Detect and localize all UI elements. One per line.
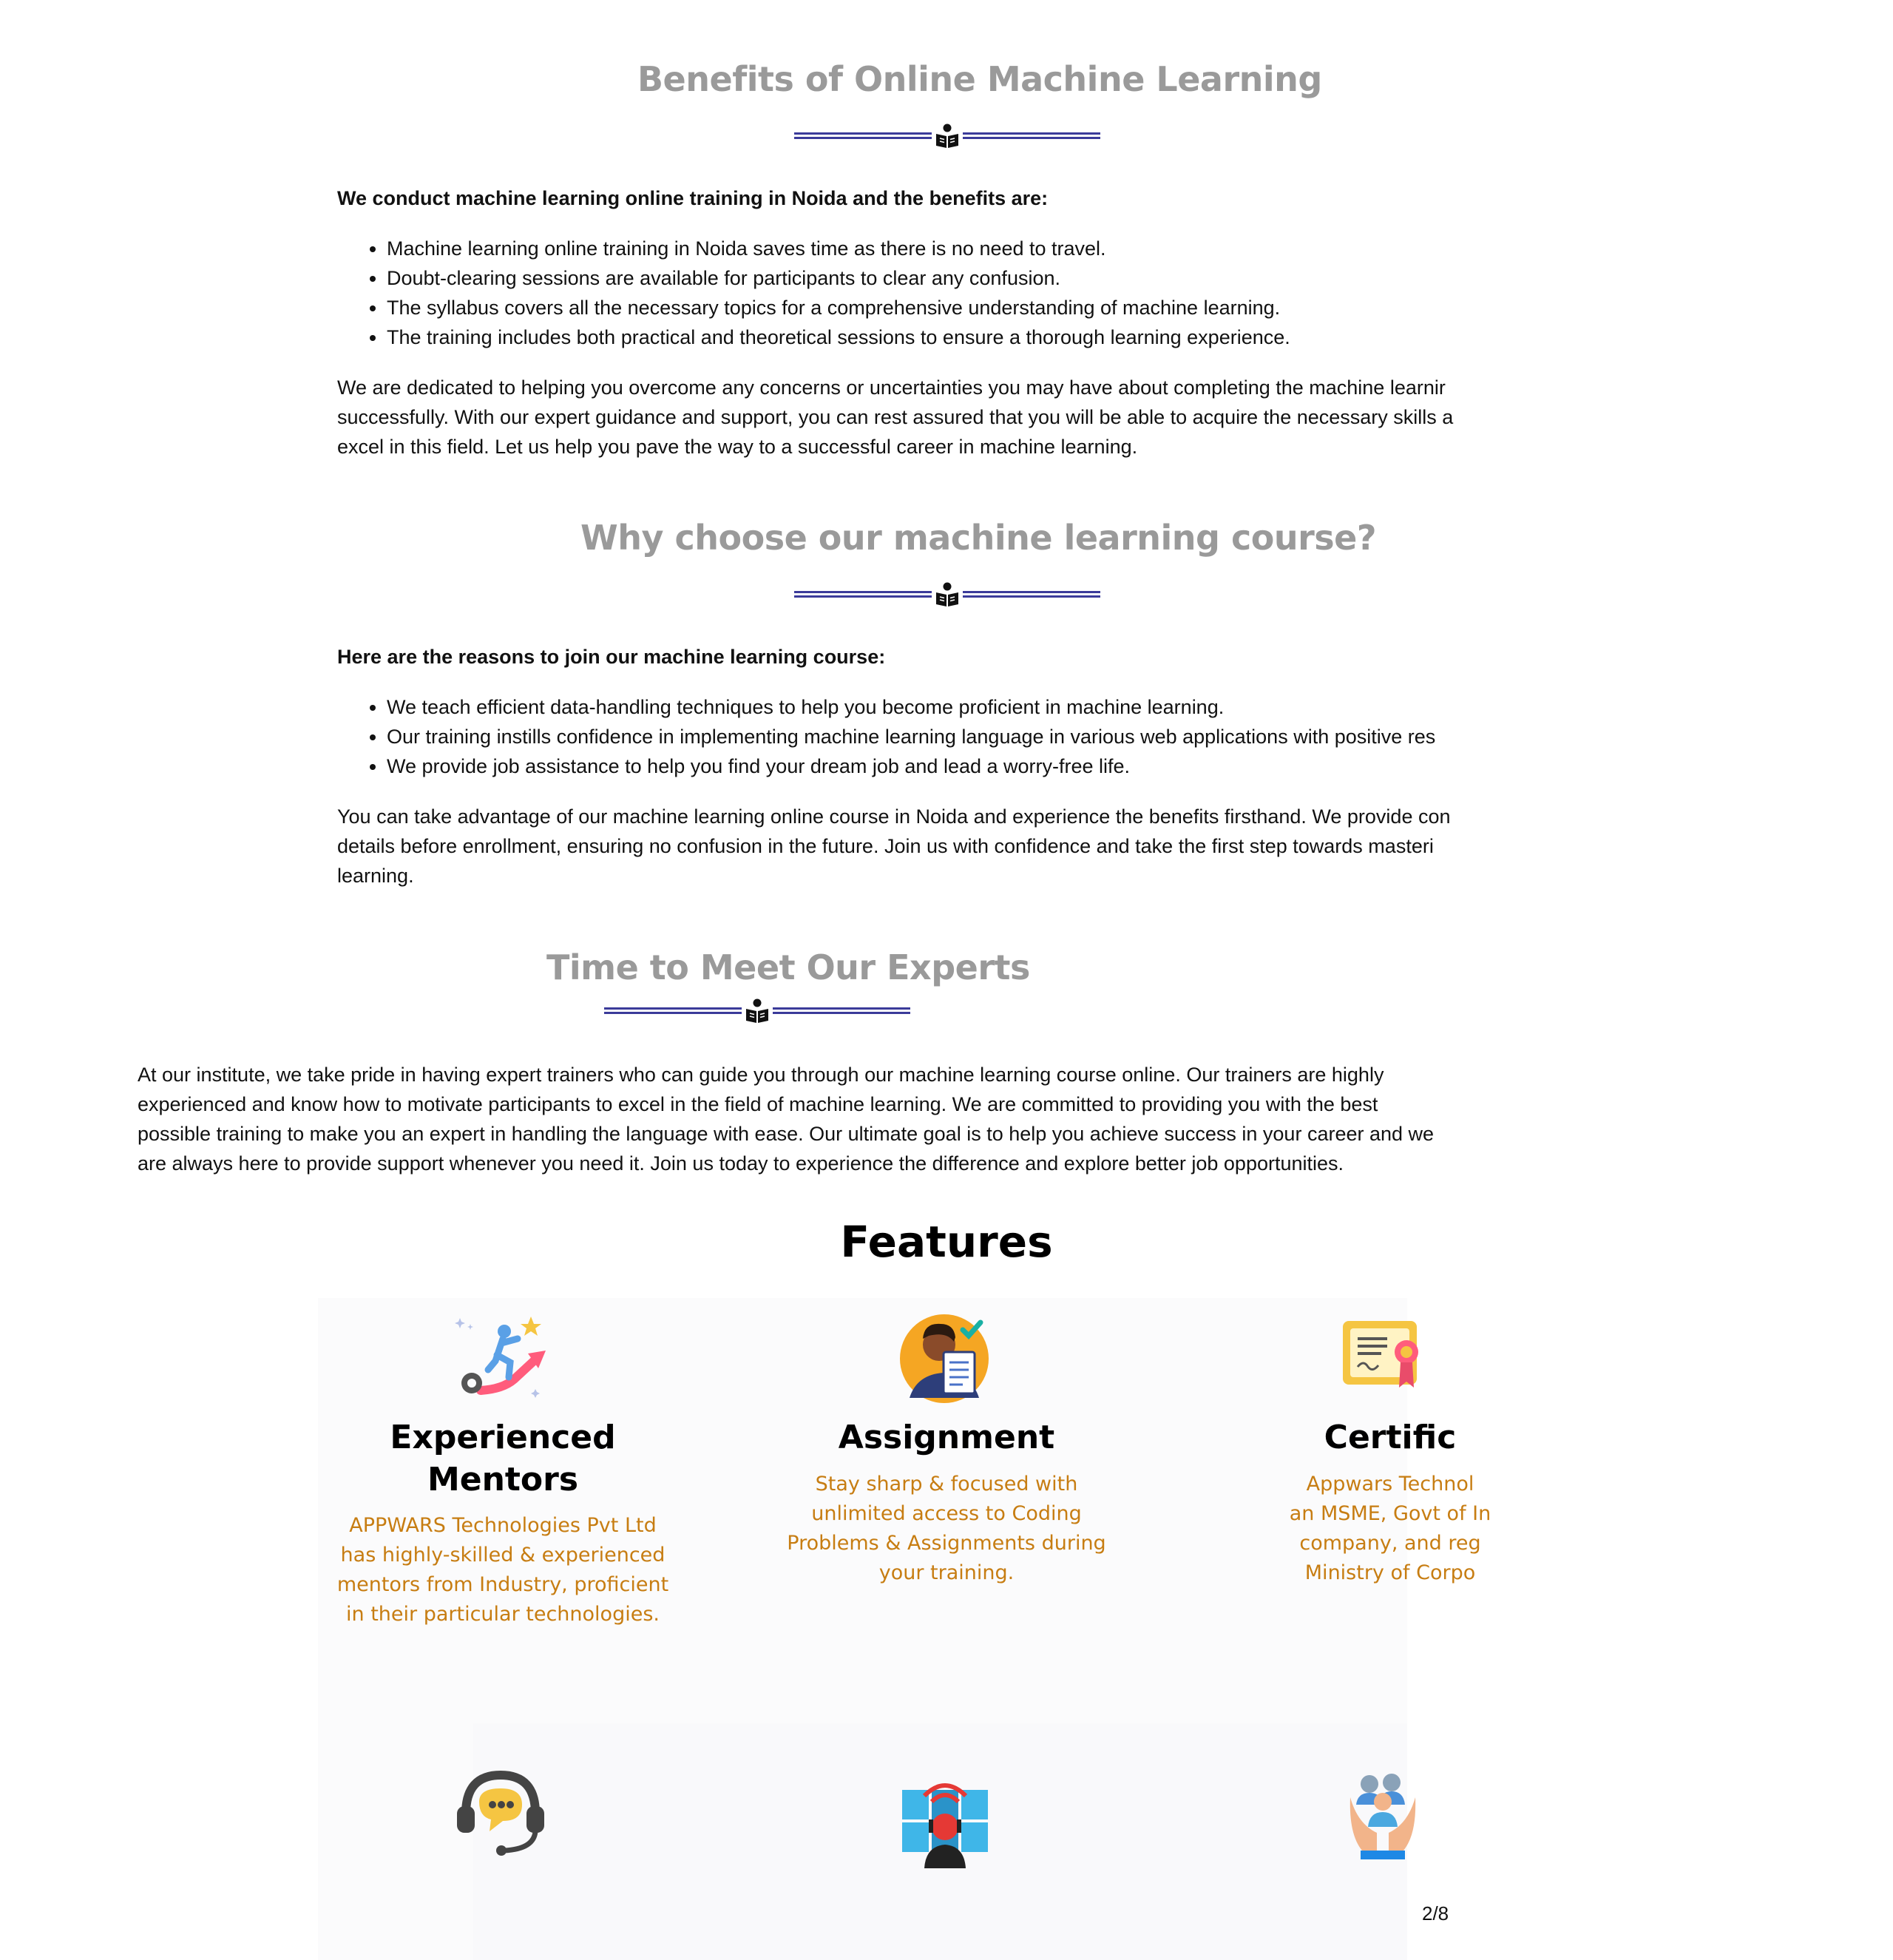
paragraph-line: excel in this field. Let us help you pave the way to a successful career in machine learning. [337,436,1138,458]
list-item: • We teach efficient data-handling techniques to help you become proficient in machine learning. [387,692,1435,722]
team-icon [1347,1768,1436,1864]
card-desc-line: company, and reg [1299,1532,1481,1555]
section-title-why-choose: Why choose our machine learning course? [580,518,1377,558]
card-desc-line: Appwars Technol [1306,1473,1474,1496]
list-item: • Our training instills confidence in implementing machine learning language in various web applications with positive res [387,722,1435,751]
why-choose-intro: Here are the reasons to join our machine learning course: [337,646,886,668]
list-item: • Doubt-clearing sessions are available for participants to clear any confusion. [387,263,1290,293]
card-desc-line: Ministry of Corpo [1304,1561,1476,1584]
why-choose-paragraph [337,802,1451,891]
benefits-paragraph [337,373,1453,462]
card-title-assignment [762,1416,1131,1459]
card-title-experienced-mentors [318,1416,688,1501]
book-reader-icon [744,998,771,1024]
card-desc-line: has highly-skilled & experienced [340,1544,666,1567]
list-item: • We provide job assistance to help you find your dream job and lead a worry-free life. [387,751,1435,781]
card-desc-line: your training. [878,1561,1015,1584]
paragraph-line: We are dedicated to helping you overcome any concerns or uncertainties you may have about completing the machine learnir [337,376,1446,399]
section-title-benefits: Benefits of Online Machine Learning [637,59,1322,99]
features-title: Features [840,1217,1053,1267]
card-desc-line: APPWARS Technologies Pvt Ltd [349,1514,657,1537]
card-title-line: Experienced [390,1419,616,1456]
card-desc-assignment [762,1470,1131,1588]
card-title-certification [1205,1416,1575,1459]
benefits-list [337,234,1290,352]
paragraph-line: You can take advantage of our machine learning online course in Noida and experience the benefits firsthand. We provide con [337,805,1451,828]
paragraph-line: details before enrollment, ensuring no confusion in the future. Join us with confidence and take the first step towards masteri [337,835,1434,857]
card-desc-experienced-mentors [318,1511,688,1629]
list-item: • The training includes both practical and theoretical sessions to ensure a thorough learning experience. [387,322,1290,352]
section-divider [604,998,910,1024]
paragraph-line: experienced and know how to motivate participants to excel in the field of machine learning. We are committed to providing you with the best [138,1093,1378,1115]
book-reader-icon [934,582,961,607]
live-broadcast-icon [899,1775,991,1871]
paragraph-line: learning. [337,865,414,887]
card-title-line: Assignment [838,1419,1055,1456]
why-choose-list [337,692,1435,781]
card-desc-line: an MSME, Govt of In [1289,1502,1491,1525]
card-title-line: Mentors [427,1461,579,1498]
list-item: • Machine learning online training in Noida saves time as there is no need to travel. [387,234,1290,263]
assignment-person-icon [895,1309,995,1405]
section-divider [794,582,1100,607]
certificate-icon [1340,1317,1429,1398]
benefits-intro: We conduct machine learning online training in Noida and the benefits are: [337,187,1049,209]
section-divider [794,124,1100,149]
card-title-line: Certific [1324,1419,1457,1456]
card-desc-line: mentors from Industry, proficient [336,1573,669,1596]
paragraph-line: are always here to provide support whenever you need it. Join us today to experience the difference and explore better job opportunities. [138,1152,1344,1175]
card-desc-line: Stay sharp & focused with [815,1473,1078,1496]
card-desc-line: Problems & Assignments during [787,1532,1106,1555]
card-desc-line: in their particular technologies. [346,1603,660,1626]
list-item: • The syllabus covers all the necessary topics for a comprehensive understanding of machine learning. [387,293,1290,322]
book-reader-icon [934,124,961,149]
page-number: 2/8 [1422,1902,1449,1924]
paragraph-line: possible training to make you an expert in handling the language with ease. Our ultimate goal is to help you achieve success in your career and we [138,1123,1435,1145]
experts-paragraph [138,1060,1434,1178]
mentor-climb-icon [451,1309,551,1405]
paragraph-line: At our institute, we take pride in having expert trainers who can guide you through our machine learning course online. Our trainers are highly [138,1064,1384,1086]
card-desc-certification [1205,1470,1575,1588]
paragraph-line: successfully. With our expert guidance and support, you can rest assured that you will be able to acquire the necessary skills a [337,406,1454,428]
section-title-experts: Time to Meet Our Experts [546,947,1030,987]
card-desc-line: unlimited access to Coding [811,1502,1082,1525]
headset-support-icon [453,1768,549,1856]
